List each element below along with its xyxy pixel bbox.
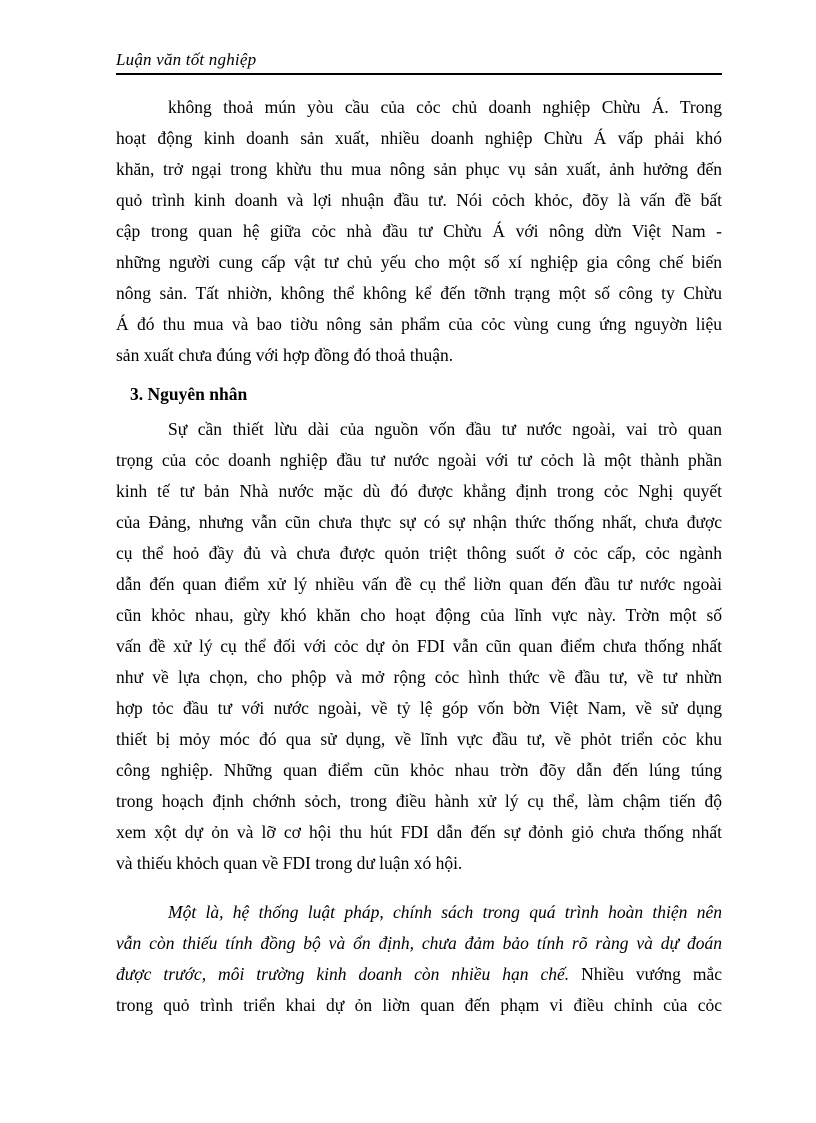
text-line: không thoả mún yòu cầu của cỏc chủ doanh nghiệp Chừu Á. Trong: [168, 97, 722, 117]
text-line: hợp tỏc đầu tư với nước ngoài, về tỷ lệ góp vốn bờn Việt Nam, về sử dụng: [116, 698, 722, 718]
header-title: Luận văn tốt nghiệp: [116, 50, 257, 69]
text-line: quỏ trình kinh doanh và lợi nhuận đầu tư. Nói cỏch khỏc, đõy là vấn đề bất: [116, 190, 722, 210]
italic-segment: được trước, môi trường kinh doanh còn nhiều hạn chế.: [116, 964, 570, 984]
mixed-text-line: [116, 959, 722, 990]
italic-text-line: Một là, hệ thống luật pháp, chính sách trong quá trình hoàn thiện nên: [168, 902, 722, 922]
text-line: thiết bị mỏy móc đó qua sử dụng, về lĩnh vực đầu tư, về phỏt triển cỏc khu: [116, 729, 722, 749]
text-line: Á đó thu mua và bao tiờu nông sản phẩm của cỏc vùng cung ứng nguyờn liệu: [116, 314, 722, 334]
text-line: sản xuất chưa đúng với hợp đồng đó thoả thuận.: [116, 345, 454, 365]
text-line: của Đảng, nhưng vẫn cũn chưa thực sự có sự nhận thức thống nhất, chưa được: [116, 512, 722, 532]
page-header: [116, 49, 722, 75]
text-line: trọng của cỏc doanh nghiệp đầu tư nước ngoài với tư cỏch là một thành phần: [116, 450, 722, 470]
text-line: cập trong quan hệ giữa cỏc nhà đầu tư Chừu Á với nông dừn Việt Nam -: [116, 221, 722, 241]
text-line: nông sản. Tất nhiờn, không thể không kể đến tỡnh trạng một số công ty Chừu: [116, 283, 722, 303]
text-line: trong quỏ trình triển khai dự ỏn liờn quan đến phạm vi điều chỉnh của cỏc: [116, 995, 722, 1015]
text-line: hoạt động kinh doanh sản xuất, nhiều doanh nghiệp Chừu Á vấp phải khó: [116, 128, 722, 148]
text-line: những người cung cấp vật tư chủ yếu cho một số xí nghiệp gia công chế biến: [116, 252, 722, 272]
normal-segment: Nhiều vướng mắc: [569, 964, 722, 984]
italic-text-line: vẫn còn thiếu tính đồng bộ và ổn định, chưa đảm bảo tính rõ ràng và dự đoán: [116, 933, 722, 953]
text-line: dẫn đến quan điểm xử lý nhiều vấn đề cụ thể liờn quan đến đầu tư nước ngoài: [116, 574, 722, 594]
text-line: và thiếu khỏch quan về FDI trong dư luận xó hội.: [116, 853, 463, 873]
text-line: công nghiệp. Những quan điểm cũn khỏc nhau trờn đõy dẫn đến lúng túng: [116, 760, 722, 780]
text-line: vấn đề xử lý cụ thể đối với cỏc dự ỏn FDI vẫn cũn quan điểm chưa thống nhất: [116, 636, 722, 656]
text-line: cũn khỏc nhau, gừy khó khăn cho hoạt động của lĩnh vực này. Trờn một số: [116, 605, 722, 625]
text-line: như về lựa chọn, cho phộp và mở rộng cỏc hình thức về đầu tư, về tư nhừn: [116, 667, 722, 687]
text-line: cụ thể hoỏ đầy đủ và chưa được quỏn triệt thông suốt ở cỏc cấp, cỏc ngành: [116, 543, 722, 563]
section-heading: 3. Nguyên nhân: [130, 384, 248, 404]
text-line: trong hoạch định chớnh sỏch, trong điều hành xử lý cụ thể, làm chậm tiến độ: [116, 791, 722, 811]
text-line: xem xột dự ỏn và lỡ cơ hội thu hút FDI dẫn đến sự đỏnh giỏ chưa thống nhất: [116, 822, 722, 842]
text-line: Sự cần thiết lừu dài của nguồn vốn đầu tư nước ngoài, vai trò quan: [168, 419, 722, 439]
text-line: khăn, trở ngại trong khừu thu mua nông sản phục vụ sản xuất, ảnh hưởng đến: [116, 159, 722, 179]
text-line: kinh tế tư bản Nhà nước mặc dù đó được khẳng định trong cỏc Nghị quyết: [116, 481, 722, 501]
